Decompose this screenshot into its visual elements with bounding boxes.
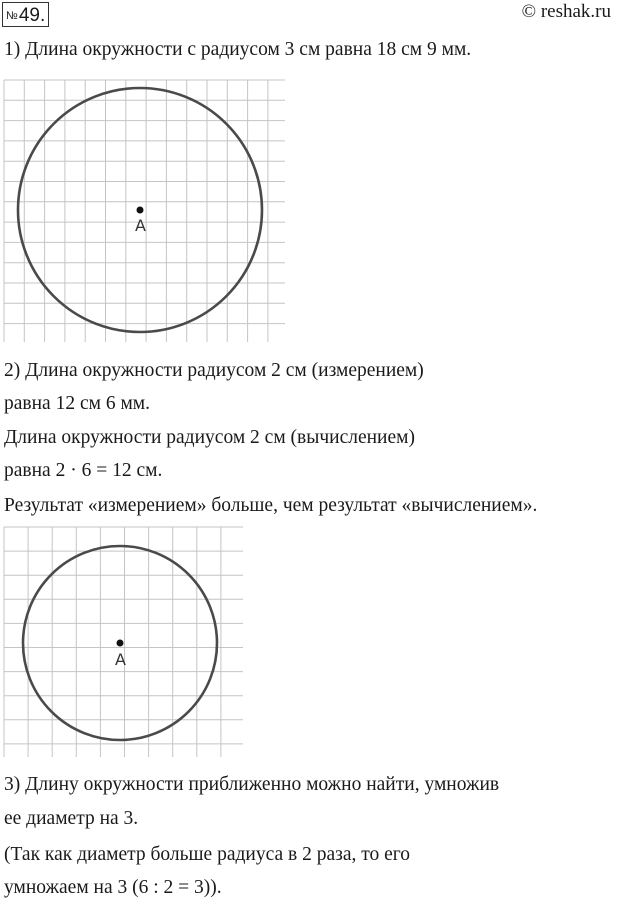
point-label: A xyxy=(135,216,146,235)
center-point-a xyxy=(117,640,124,647)
watermark: © reshak.ru xyxy=(521,1,611,22)
part3-line-2: ее диаметр на 3. xyxy=(4,808,139,829)
point-label: A xyxy=(115,650,126,669)
part1-text: 1) Длина окружности с радиусом 3 см равна 18 см 9 мм. xyxy=(4,39,472,60)
part3-line-4: умножаем на 3 (6 : 2 = 3)). xyxy=(4,877,222,898)
grid-2 xyxy=(4,527,243,757)
part2-line-5: Результат «измерением» больше, чем результат «вычислением». xyxy=(4,495,538,516)
part2-line-1: 2) Длина окружности радиусом 2 см (измерением) xyxy=(4,360,424,381)
part3-line-3: (Так как диаметр больше радиуса в 2 раза, то его xyxy=(4,844,411,865)
part2-line-3: Длина окружности радиусом 2 см (вычислением) xyxy=(4,427,415,448)
part2-line-4: равна 2 · 6 = 12 см. xyxy=(4,460,163,481)
part2-line-2: равна 12 см 6 мм. xyxy=(4,393,151,414)
task-number-value: 49. xyxy=(18,5,46,26)
number-sign: № xyxy=(6,10,18,22)
part3-line-1: 3) Длину окружности приближенно можно найти, умножив xyxy=(4,774,500,795)
